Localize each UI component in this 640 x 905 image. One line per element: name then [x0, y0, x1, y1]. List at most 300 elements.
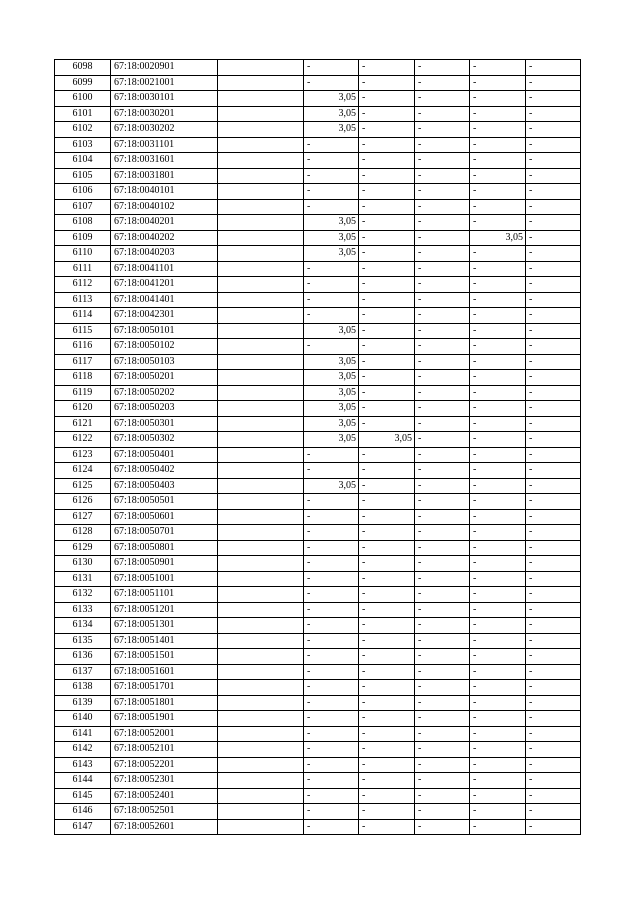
- row-number-cell: 6114: [55, 308, 111, 324]
- row-number-cell: 6112: [55, 277, 111, 293]
- row-number-cell: 6107: [55, 199, 111, 215]
- table-row: [55, 494, 581, 510]
- value-cell-1: -: [304, 587, 359, 603]
- value-cell-5: -: [526, 757, 581, 773]
- value-cell-4: -: [470, 370, 526, 386]
- cadastral-code-cell: 67:18:0050102: [111, 339, 218, 355]
- value-cell-1: 3,05: [304, 416, 359, 432]
- value-cell-5: -: [526, 711, 581, 727]
- value-cell-2: -: [359, 664, 415, 680]
- table-row: [55, 711, 581, 727]
- value-cell-3: -: [415, 711, 470, 727]
- value-cell-1: 3,05: [304, 478, 359, 494]
- value-cell-1: -: [304, 199, 359, 215]
- value-cell-2: -: [359, 742, 415, 758]
- value-cell-1: 3,05: [304, 122, 359, 138]
- table-row: [55, 602, 581, 618]
- cadastral-code-cell: 67:18:0040102: [111, 199, 218, 215]
- row-number-cell: 6133: [55, 602, 111, 618]
- value-cell-3: -: [415, 649, 470, 665]
- cadastral-code-cell: 67:18:0050403: [111, 478, 218, 494]
- value-cell-5: -: [526, 106, 581, 122]
- value-cell-1: -: [304, 571, 359, 587]
- name-cell: [218, 292, 304, 308]
- value-cell-5: -: [526, 385, 581, 401]
- value-cell-2: -: [359, 215, 415, 231]
- value-cell-2: -: [359, 91, 415, 107]
- row-number-cell: 6126: [55, 494, 111, 510]
- table-row: [55, 587, 581, 603]
- value-cell-2: -: [359, 416, 415, 432]
- value-cell-4: -: [470, 308, 526, 324]
- name-cell: [218, 773, 304, 789]
- value-cell-4: -: [470, 478, 526, 494]
- table-row: [55, 757, 581, 773]
- name-cell: [218, 463, 304, 479]
- value-cell-5: -: [526, 525, 581, 541]
- row-number-cell: 6141: [55, 726, 111, 742]
- name-cell: [218, 571, 304, 587]
- value-cell-2: -: [359, 509, 415, 525]
- value-cell-4: -: [470, 277, 526, 293]
- row-number-cell: 6118: [55, 370, 111, 386]
- row-number-cell: 6104: [55, 153, 111, 169]
- name-cell: [218, 246, 304, 262]
- name-cell: [218, 556, 304, 572]
- value-cell-4: -: [470, 153, 526, 169]
- row-number-cell: 6098: [55, 60, 111, 76]
- value-cell-1: -: [304, 788, 359, 804]
- table-row: [55, 106, 581, 122]
- value-cell-5: -: [526, 323, 581, 339]
- table-row: [55, 122, 581, 138]
- cadastral-code-cell: 67:18:0040101: [111, 184, 218, 200]
- value-cell-4: -: [470, 432, 526, 448]
- value-cell-4: -: [470, 401, 526, 417]
- value-cell-4: -: [470, 525, 526, 541]
- value-cell-5: -: [526, 664, 581, 680]
- table-row: [55, 401, 581, 417]
- value-cell-4: -: [470, 91, 526, 107]
- value-cell-1: -: [304, 153, 359, 169]
- row-number-cell: 6101: [55, 106, 111, 122]
- value-cell-1: -: [304, 137, 359, 153]
- name-cell: [218, 168, 304, 184]
- row-number-cell: 6122: [55, 432, 111, 448]
- value-cell-2: -: [359, 292, 415, 308]
- value-cell-5: -: [526, 509, 581, 525]
- table-row: [55, 168, 581, 184]
- cadastral-code-cell: 67:18:0040202: [111, 230, 218, 246]
- value-cell-3: -: [415, 773, 470, 789]
- value-cell-3: -: [415, 292, 470, 308]
- value-cell-2: -: [359, 385, 415, 401]
- value-cell-1: -: [304, 804, 359, 820]
- row-number-cell: 6130: [55, 556, 111, 572]
- value-cell-3: -: [415, 91, 470, 107]
- cadastral-code-cell: 67:18:0050401: [111, 447, 218, 463]
- cadastral-code-cell: 67:18:0021001: [111, 75, 218, 91]
- name-cell: [218, 525, 304, 541]
- value-cell-3: -: [415, 602, 470, 618]
- table-row: [55, 215, 581, 231]
- value-cell-5: -: [526, 432, 581, 448]
- table-row: [55, 184, 581, 200]
- cadastral-code-cell: 67:18:0040201: [111, 215, 218, 231]
- name-cell: [218, 664, 304, 680]
- value-cell-3: -: [415, 137, 470, 153]
- row-number-cell: 6142: [55, 742, 111, 758]
- value-cell-2: -: [359, 106, 415, 122]
- value-cell-2: -: [359, 819, 415, 835]
- cadastral-code-cell: 67:18:0041401: [111, 292, 218, 308]
- row-number-cell: 6116: [55, 339, 111, 355]
- value-cell-1: 3,05: [304, 432, 359, 448]
- value-cell-5: -: [526, 540, 581, 556]
- name-cell: [218, 230, 304, 246]
- row-number-cell: 6144: [55, 773, 111, 789]
- value-cell-4: -: [470, 494, 526, 510]
- value-cell-5: -: [526, 804, 581, 820]
- value-cell-2: -: [359, 556, 415, 572]
- cadastral-code-cell: 67:18:0052401: [111, 788, 218, 804]
- value-cell-4: -: [470, 354, 526, 370]
- value-cell-4: -: [470, 168, 526, 184]
- table-row: [55, 726, 581, 742]
- value-cell-2: -: [359, 478, 415, 494]
- value-cell-3: -: [415, 370, 470, 386]
- table-row: [55, 525, 581, 541]
- value-cell-3: -: [415, 106, 470, 122]
- value-cell-1: -: [304, 339, 359, 355]
- value-cell-5: -: [526, 339, 581, 355]
- value-cell-4: -: [470, 556, 526, 572]
- value-cell-1: 3,05: [304, 354, 359, 370]
- value-cell-4: -: [470, 757, 526, 773]
- value-cell-4: -: [470, 323, 526, 339]
- name-cell: [218, 75, 304, 91]
- value-cell-1: 3,05: [304, 230, 359, 246]
- value-cell-2: -: [359, 370, 415, 386]
- value-cell-4: -: [470, 695, 526, 711]
- cadastral-code-cell: 67:18:0050302: [111, 432, 218, 448]
- name-cell: [218, 478, 304, 494]
- value-cell-5: -: [526, 60, 581, 76]
- row-number-cell: 6136: [55, 649, 111, 665]
- value-cell-2: -: [359, 540, 415, 556]
- name-cell: [218, 354, 304, 370]
- cadastral-code-cell: 67:18:0050601: [111, 509, 218, 525]
- value-cell-5: -: [526, 168, 581, 184]
- value-cell-4: -: [470, 75, 526, 91]
- value-cell-4: -: [470, 602, 526, 618]
- value-cell-5: -: [526, 478, 581, 494]
- value-cell-1: -: [304, 261, 359, 277]
- name-cell: [218, 633, 304, 649]
- cadastral-code-cell: 67:18:0040203: [111, 246, 218, 262]
- cadastral-code-cell: 67:18:0050801: [111, 540, 218, 556]
- table-body: [55, 60, 581, 835]
- value-cell-2: -: [359, 726, 415, 742]
- cadastral-code-cell: 67:18:0051901: [111, 711, 218, 727]
- value-cell-5: -: [526, 726, 581, 742]
- value-cell-3: -: [415, 75, 470, 91]
- table-row: [55, 230, 581, 246]
- value-cell-3: -: [415, 261, 470, 277]
- name-cell: [218, 618, 304, 634]
- name-cell: [218, 91, 304, 107]
- name-cell: [218, 680, 304, 696]
- row-number-cell: 6121: [55, 416, 111, 432]
- value-cell-5: -: [526, 494, 581, 510]
- name-cell: [218, 401, 304, 417]
- value-cell-1: -: [304, 695, 359, 711]
- name-cell: [218, 215, 304, 231]
- value-cell-5: -: [526, 773, 581, 789]
- value-cell-4: -: [470, 726, 526, 742]
- row-number-cell: 6123: [55, 447, 111, 463]
- table-row: [55, 385, 581, 401]
- value-cell-1: 3,05: [304, 401, 359, 417]
- row-number-cell: 6105: [55, 168, 111, 184]
- value-cell-5: -: [526, 354, 581, 370]
- cadastral-code-cell: 67:18:0042301: [111, 308, 218, 324]
- name-cell: [218, 339, 304, 355]
- row-number-cell: 6129: [55, 540, 111, 556]
- value-cell-5: -: [526, 447, 581, 463]
- row-number-cell: 6125: [55, 478, 111, 494]
- value-cell-2: -: [359, 323, 415, 339]
- value-cell-3: -: [415, 354, 470, 370]
- name-cell: [218, 447, 304, 463]
- value-cell-3: -: [415, 633, 470, 649]
- table-row: [55, 478, 581, 494]
- value-cell-3: -: [415, 308, 470, 324]
- table-row: [55, 649, 581, 665]
- value-cell-4: -: [470, 509, 526, 525]
- table-row: [55, 463, 581, 479]
- cadastral-code-cell: 67:18:0050201: [111, 370, 218, 386]
- cadastral-code-cell: 67:18:0051301: [111, 618, 218, 634]
- cadastral-code-cell: 67:18:0030202: [111, 122, 218, 138]
- value-cell-5: -: [526, 463, 581, 479]
- value-cell-2: -: [359, 184, 415, 200]
- cadastral-code-cell: 67:18:0050701: [111, 525, 218, 541]
- value-cell-4: -: [470, 649, 526, 665]
- value-cell-5: -: [526, 199, 581, 215]
- value-cell-3: -: [415, 199, 470, 215]
- value-cell-5: -: [526, 246, 581, 262]
- value-cell-5: -: [526, 308, 581, 324]
- value-cell-3: -: [415, 587, 470, 603]
- cadastral-code-cell: 67:18:0051501: [111, 649, 218, 665]
- value-cell-5: -: [526, 742, 581, 758]
- name-cell: [218, 122, 304, 138]
- row-number-cell: 6113: [55, 292, 111, 308]
- table-row: [55, 137, 581, 153]
- cadastral-code-cell: 67:18:0052301: [111, 773, 218, 789]
- value-cell-3: -: [415, 804, 470, 820]
- table-row: [55, 788, 581, 804]
- value-cell-5: -: [526, 649, 581, 665]
- value-cell-2: -: [359, 788, 415, 804]
- cadastral-code-cell: 67:18:0050402: [111, 463, 218, 479]
- cadastral-code-cell: 67:18:0051701: [111, 680, 218, 696]
- value-cell-1: -: [304, 292, 359, 308]
- value-cell-5: -: [526, 788, 581, 804]
- row-number-cell: 6140: [55, 711, 111, 727]
- table-row: [55, 339, 581, 355]
- cadastral-code-cell: 67:18:0041101: [111, 261, 218, 277]
- name-cell: [218, 494, 304, 510]
- cadastral-code-cell: 67:18:0050103: [111, 354, 218, 370]
- table-row: [55, 509, 581, 525]
- value-cell-4: -: [470, 571, 526, 587]
- value-cell-2: -: [359, 649, 415, 665]
- value-cell-1: -: [304, 757, 359, 773]
- value-cell-3: -: [415, 819, 470, 835]
- row-number-cell: 6137: [55, 664, 111, 680]
- name-cell: [218, 711, 304, 727]
- value-cell-1: -: [304, 633, 359, 649]
- value-cell-3: -: [415, 385, 470, 401]
- table-row: [55, 370, 581, 386]
- value-cell-3: -: [415, 215, 470, 231]
- name-cell: [218, 540, 304, 556]
- value-cell-5: -: [526, 571, 581, 587]
- name-cell: [218, 370, 304, 386]
- table-row: [55, 556, 581, 572]
- value-cell-3: -: [415, 726, 470, 742]
- value-cell-2: -: [359, 571, 415, 587]
- row-number-cell: 6115: [55, 323, 111, 339]
- value-cell-2: -: [359, 695, 415, 711]
- value-cell-2: -: [359, 447, 415, 463]
- value-cell-4: -: [470, 540, 526, 556]
- value-cell-2: -: [359, 587, 415, 603]
- value-cell-3: -: [415, 556, 470, 572]
- value-cell-4: -: [470, 60, 526, 76]
- value-cell-1: 3,05: [304, 370, 359, 386]
- value-cell-3: -: [415, 618, 470, 634]
- value-cell-5: -: [526, 137, 581, 153]
- value-cell-1: -: [304, 308, 359, 324]
- value-cell-1: 3,05: [304, 323, 359, 339]
- table-row: [55, 432, 581, 448]
- value-cell-1: -: [304, 75, 359, 91]
- table-row: [55, 540, 581, 556]
- cadastral-code-cell: 67:18:0052201: [111, 757, 218, 773]
- cadastral-code-cell: 67:18:0051201: [111, 602, 218, 618]
- value-cell-4: -: [470, 199, 526, 215]
- row-number-cell: 6111: [55, 261, 111, 277]
- value-cell-1: 3,05: [304, 106, 359, 122]
- value-cell-2: -: [359, 757, 415, 773]
- value-cell-5: -: [526, 587, 581, 603]
- value-cell-2: -: [359, 308, 415, 324]
- value-cell-3: -: [415, 788, 470, 804]
- row-number-cell: 6108: [55, 215, 111, 231]
- value-cell-1: -: [304, 680, 359, 696]
- value-cell-5: -: [526, 695, 581, 711]
- table-row: [55, 664, 581, 680]
- value-cell-4: -: [470, 664, 526, 680]
- value-cell-2: -: [359, 618, 415, 634]
- value-cell-1: -: [304, 602, 359, 618]
- value-cell-3: -: [415, 323, 470, 339]
- value-cell-2: -: [359, 680, 415, 696]
- name-cell: [218, 804, 304, 820]
- value-cell-2: -: [359, 711, 415, 727]
- cadastral-code-cell: 67:18:0051101: [111, 587, 218, 603]
- value-cell-2: -: [359, 153, 415, 169]
- value-cell-2: -: [359, 602, 415, 618]
- table-row: [55, 246, 581, 262]
- table-row: [55, 680, 581, 696]
- row-number-cell: 6100: [55, 91, 111, 107]
- table-row: [55, 571, 581, 587]
- table-row: [55, 292, 581, 308]
- name-cell: [218, 60, 304, 76]
- value-cell-4: -: [470, 804, 526, 820]
- value-cell-1: -: [304, 277, 359, 293]
- value-cell-5: -: [526, 75, 581, 91]
- value-cell-3: -: [415, 432, 470, 448]
- data-table: [54, 59, 581, 835]
- value-cell-3: -: [415, 60, 470, 76]
- value-cell-3: -: [415, 401, 470, 417]
- name-cell: [218, 153, 304, 169]
- value-cell-4: -: [470, 463, 526, 479]
- value-cell-2: -: [359, 168, 415, 184]
- cadastral-code-cell: 67:18:0030201: [111, 106, 218, 122]
- value-cell-4: -: [470, 184, 526, 200]
- value-cell-1: -: [304, 618, 359, 634]
- cadastral-code-cell: 67:18:0031801: [111, 168, 218, 184]
- value-cell-3: -: [415, 494, 470, 510]
- table-row: [55, 75, 581, 91]
- value-cell-5: -: [526, 633, 581, 649]
- value-cell-1: -: [304, 463, 359, 479]
- value-cell-1: -: [304, 664, 359, 680]
- value-cell-4: 3,05: [470, 230, 526, 246]
- row-number-cell: 6119: [55, 385, 111, 401]
- table-row: [55, 633, 581, 649]
- cadastral-code-cell: 67:18:0051001: [111, 571, 218, 587]
- value-cell-5: -: [526, 184, 581, 200]
- row-number-cell: 6120: [55, 401, 111, 417]
- row-number-cell: 6134: [55, 618, 111, 634]
- name-cell: [218, 587, 304, 603]
- value-cell-1: 3,05: [304, 385, 359, 401]
- value-cell-3: -: [415, 153, 470, 169]
- value-cell-2: -: [359, 525, 415, 541]
- value-cell-3: -: [415, 664, 470, 680]
- value-cell-2: 3,05: [359, 432, 415, 448]
- value-cell-5: -: [526, 819, 581, 835]
- value-cell-1: -: [304, 447, 359, 463]
- cadastral-code-cell: 67:18:0031101: [111, 137, 218, 153]
- value-cell-3: -: [415, 246, 470, 262]
- table-row: [55, 261, 581, 277]
- name-cell: [218, 742, 304, 758]
- value-cell-4: -: [470, 292, 526, 308]
- row-number-cell: 6106: [55, 184, 111, 200]
- row-number-cell: 6147: [55, 819, 111, 835]
- table-row: [55, 447, 581, 463]
- value-cell-2: -: [359, 277, 415, 293]
- value-cell-5: -: [526, 416, 581, 432]
